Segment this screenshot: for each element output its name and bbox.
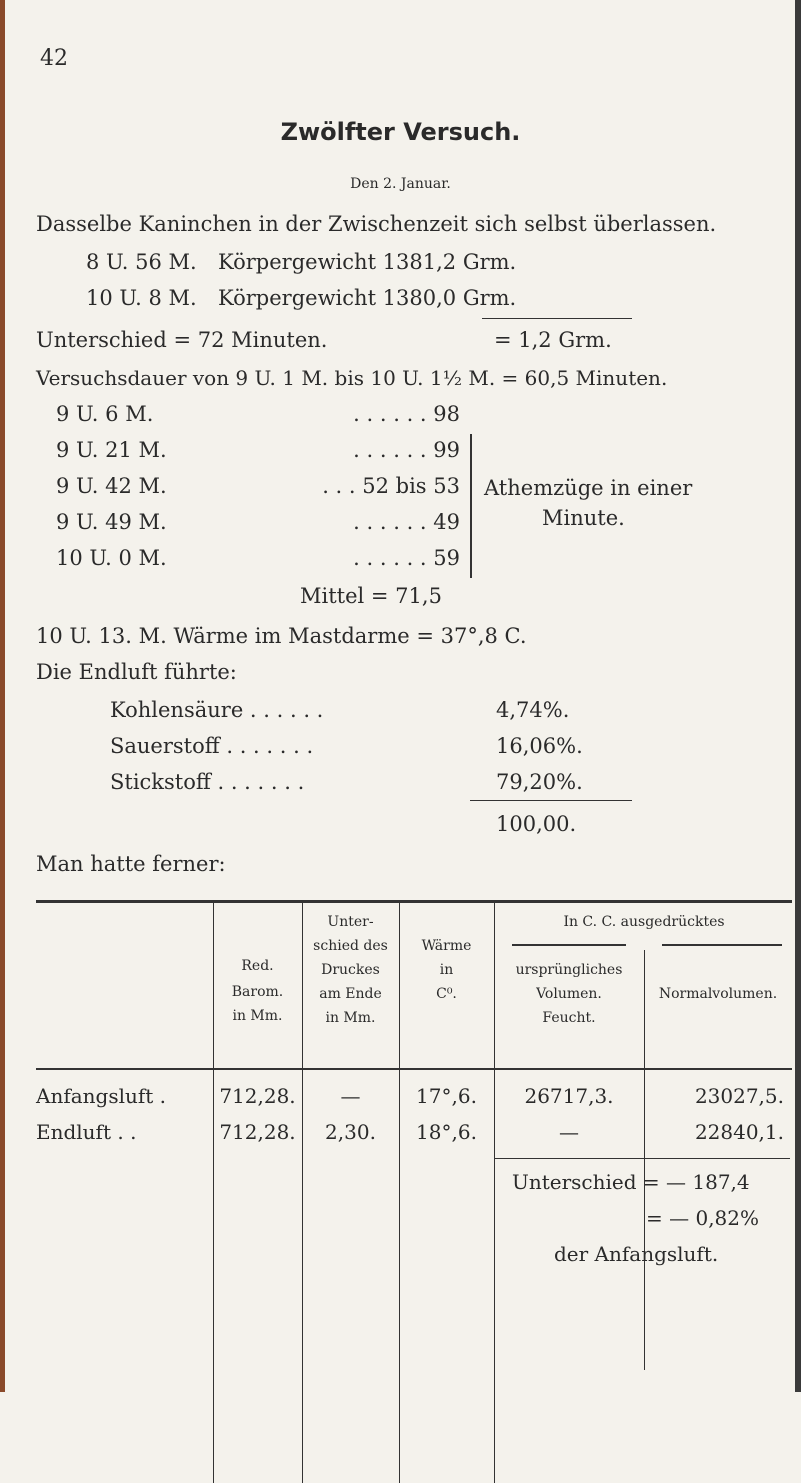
- header-vol-2: Volumen.: [536, 986, 602, 1002]
- weight-rule: [482, 318, 632, 319]
- page-number: 42: [40, 46, 68, 71]
- header-norm: Normalvolumen.: [658, 986, 778, 1002]
- weight-time-2: 10 U. 8 M.: [86, 286, 197, 310]
- weight-value-2: Körpergewicht 1380,0 Grm.: [218, 286, 517, 310]
- diff-line-2: = — 0,82%: [646, 1206, 760, 1230]
- header-waerme-2: in: [439, 962, 454, 978]
- gas-name-1: Kohlensäure . . . . . .: [110, 698, 324, 722]
- duration-text: Versuchsdauer von 9 U. 1 M. bis 10 U. 1½ M. = 60,5 Minuten.: [36, 366, 668, 390]
- col-divider-5: [644, 950, 645, 1370]
- weight-time-1: 8 U. 56 M.: [86, 250, 197, 274]
- row-vol-1: 26717,3.: [524, 1084, 614, 1108]
- row-barom-2: 712,28.: [219, 1120, 296, 1144]
- row-vol-2: —: [559, 1120, 579, 1144]
- difference-minutes: Unterschied = 72 Minuten.: [36, 328, 328, 352]
- page-edge-left: [0, 0, 5, 1392]
- breath-time-3: 9 U. 42 M.: [56, 474, 167, 498]
- row-druck-2: 2,30.: [325, 1120, 376, 1144]
- breath-value-4: . . . . . . 49: [353, 510, 460, 534]
- gases-total: 100,00.: [496, 812, 577, 836]
- table-top-rule: [36, 900, 792, 903]
- breath-time-2: 9 U. 21 M.: [56, 438, 167, 462]
- row-druck-1: —: [340, 1084, 361, 1108]
- row-label-1: Anfangsluft .: [36, 1084, 167, 1108]
- header-druck-1: Unter-: [327, 914, 374, 930]
- breaths-bracket: [470, 434, 472, 578]
- breath-value-2: . . . . . . 99: [353, 438, 460, 462]
- breath-value-3: . . . 52 bis 53: [322, 474, 460, 498]
- header-barom-3: in Mm.: [232, 1008, 283, 1024]
- header-druck-5: in Mm.: [325, 1010, 376, 1026]
- row-norm-1: 23027,5.: [694, 1084, 784, 1108]
- weight-value-1: Körpergewicht 1381,2 Grm.: [218, 250, 517, 274]
- intro-text: Dasselbe Kaninchen in der Zwischenzeit sich selbst überlassen.: [36, 212, 717, 236]
- header-barom-1: Red.: [241, 958, 274, 974]
- endluft-intro: Die Endluft führte:: [36, 660, 237, 684]
- header-waerme-1: Wärme: [421, 938, 472, 954]
- temperature-line: 10 U. 13. M. Wärme im Mastdarme = 37°,8 C.: [36, 624, 527, 648]
- gas-value-1: 4,74%.: [496, 698, 570, 722]
- date-line: Den 2. Januar.: [350, 176, 451, 192]
- gases-rule: [470, 800, 632, 801]
- table-header-rule: [36, 1068, 792, 1070]
- header-druck-3: Druckes: [321, 962, 380, 978]
- gas-value-2: 16,06%.: [496, 734, 583, 758]
- header-barom-2: Barom.: [231, 984, 284, 1000]
- header-vol-3: Feucht.: [542, 1010, 596, 1026]
- breath-value-1: . . . . . . 98: [353, 402, 460, 426]
- header-vol-1: ursprüngliches: [515, 962, 623, 978]
- breaths-mean: Mittel = 71,5: [300, 584, 442, 608]
- row-waerme-1: 17°,6.: [416, 1084, 477, 1108]
- gas-name-2: Sauerstoff . . . . . . .: [110, 734, 314, 758]
- row-label-2: Endluft . .: [36, 1120, 137, 1144]
- page-title: Zwölfter Versuch.: [280, 118, 521, 146]
- difference-grams: = 1,2 Grm.: [494, 328, 612, 352]
- diff-line-1: Unterschied = — 187,4: [512, 1170, 750, 1194]
- page-edge-right: [795, 0, 801, 1392]
- diff-rule: [494, 1158, 790, 1159]
- group-brace-left: [512, 944, 626, 946]
- group-brace-right: [662, 944, 782, 946]
- diff-line-3: der Anfangsluft.: [554, 1242, 719, 1266]
- header-waerme-3: C⁰.: [436, 986, 457, 1002]
- breath-value-5: . . . . . . 59: [353, 546, 460, 570]
- gas-value-3: 79,20%.: [496, 770, 583, 794]
- breath-time-4: 9 U. 49 M.: [56, 510, 167, 534]
- breaths-label-2: Minute.: [542, 506, 625, 530]
- breaths-label-1: Athemzüge in einer: [484, 476, 693, 500]
- gas-name-3: Stickstoff . . . . . . .: [110, 770, 305, 794]
- table-intro: Man hatte ferner:: [36, 852, 226, 876]
- header-druck-4: am Ende: [319, 986, 382, 1002]
- row-waerme-2: 18°,6.: [416, 1120, 477, 1144]
- row-norm-2: 22840,1.: [694, 1120, 784, 1144]
- header-group: In C. C. ausgedrücktes: [563, 914, 725, 930]
- breath-time-1: 9 U. 6 M.: [56, 402, 154, 426]
- row-barom-1: 712,28.: [219, 1084, 296, 1108]
- header-druck-2: schied des: [313, 938, 388, 954]
- breath-time-5: 10 U. 0 M.: [56, 546, 167, 570]
